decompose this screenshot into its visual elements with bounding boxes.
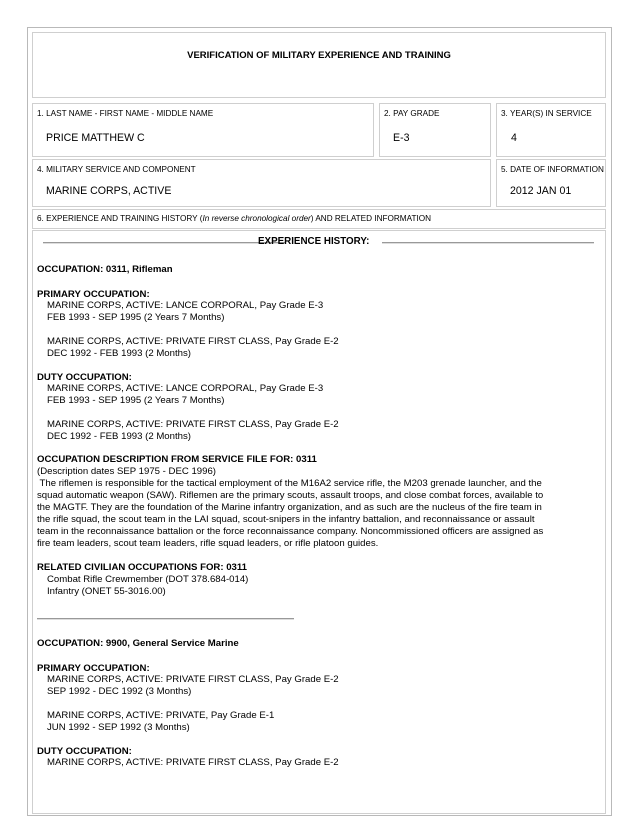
description-line: team in the reconnaissance battalion or the force reconnaissance company. Noncommissioned officers are assigned as <box>37 526 544 537</box>
description-line: the MAGTF. They are the foundation of the Marine infantry organization, and as such are the nucleus of the fire team in <box>37 502 542 513</box>
duty-occupation-heading: DUTY OCCUPATION: <box>37 746 132 757</box>
list-item: Combat Rifle Crewmember (DOT 378.684-014) <box>47 574 249 585</box>
duty-occupation-heading: DUTY OCCUPATION: <box>37 372 132 383</box>
primary-occupation-heading: PRIMARY OCCUPATION: <box>37 663 150 674</box>
description-line: The riflemen is responsible for the tactical employment of the M16A2 service rifle, the M203 grenade launcher, and the <box>37 478 542 489</box>
history-label: 6. EXPERIENCE AND TRAINING HISTORY (In reverse chronological order) AND RELATED INFORMATION <box>37 214 432 223</box>
grade-label: 2. PAY GRADE <box>384 109 440 118</box>
history-label-cell <box>32 209 606 229</box>
years-cell <box>496 103 606 157</box>
description-line: squad automatic weapon (SAW). Riflemen are the primary scouts, assault troops, and close combat forces, available to <box>37 490 544 501</box>
list-item: SEP 1992 - DEC 1992 (3 Months) <box>47 686 192 697</box>
description-line: the rifle squad, the scout team in the LAI squad, scout-snipers in the infantry battalion, and reconnaissance or assault <box>37 514 535 525</box>
occupation-title: OCCUPATION: 0311, Rifleman <box>37 264 173 275</box>
list-item: MARINE CORPS, ACTIVE: PRIVATE FIRST CLASS, Pay Grade E-2 <box>47 336 339 347</box>
grade-value: E-3 <box>393 132 410 144</box>
list-item: MARINE CORPS, ACTIVE: PRIVATE FIRST CLASS, Pay Grade E-2 <box>47 757 339 768</box>
title-cell <box>32 32 606 98</box>
list-item: MARINE CORPS, ACTIVE: PRIVATE, Pay Grade E-1 <box>47 710 275 721</box>
list-item: DEC 1992 - FEB 1993 (2 Months) <box>47 348 191 359</box>
description-heading: OCCUPATION DESCRIPTION FROM SERVICE FILE FOR: 0311 <box>37 454 317 465</box>
list-item: MARINE CORPS, ACTIVE: PRIVATE FIRST CLASS, Pay Grade E-2 <box>47 674 339 685</box>
grade-cell <box>379 103 491 157</box>
list-item: DEC 1992 - FEB 1993 (2 Months) <box>47 431 191 442</box>
occupation-divider <box>37 618 294 620</box>
name-value: PRICE MATTHEW C <box>46 132 145 144</box>
related-heading: RELATED CIVILIAN OCCUPATIONS FOR: 0311 <box>37 562 248 573</box>
list-item: FEB 1993 - SEP 1995 (2 Years 7 Months) <box>47 312 225 323</box>
list-item: MARINE CORPS, ACTIVE: LANCE CORPORAL, Pay Grade E-3 <box>47 300 324 311</box>
date-cell <box>496 159 606 207</box>
occupation-title: OCCUPATION: 9900, General Service Marine <box>37 638 239 649</box>
experience-history-title: EXPERIENCE HISTORY: <box>258 236 370 247</box>
years-label: 3. YEAR(S) IN SERVICE <box>501 109 592 118</box>
service-value: MARINE CORPS, ACTIVE <box>46 185 172 197</box>
date-value: 2012 JAN 01 <box>510 185 572 197</box>
experience-history-header <box>32 236 606 250</box>
date-label: 5. DATE OF INFORMATION <box>501 165 604 174</box>
description-dates: (Description dates SEP 1975 - DEC 1996) <box>37 466 216 477</box>
history-label-italic: In reverse chronological order <box>202 214 311 223</box>
list-item: FEB 1993 - SEP 1995 (2 Years 7 Months) <box>47 395 225 406</box>
list-item: Infantry (ONET 55-3016.00) <box>47 586 166 597</box>
primary-occupation-heading: PRIMARY OCCUPATION: <box>37 289 150 300</box>
list-item: MARINE CORPS, ACTIVE: PRIVATE FIRST CLASS, Pay Grade E-2 <box>47 419 339 430</box>
form-title: VERIFICATION OF MILITARY EXPERIENCE AND TRAINING <box>187 50 451 61</box>
years-value: 4 <box>511 132 517 144</box>
history-content <box>32 230 606 812</box>
list-item: JUN 1992 - SEP 1992 (3 Months) <box>47 722 190 733</box>
service-cell <box>32 159 491 207</box>
list-item: MARINE CORPS, ACTIVE: LANCE CORPORAL, Pay Grade E-3 <box>47 383 324 394</box>
name-label: 1. LAST NAME - FIRST NAME - MIDDLE NAME <box>37 109 214 118</box>
name-cell <box>32 103 374 157</box>
service-label: 4. MILITARY SERVICE AND COMPONENT <box>37 165 196 174</box>
description-line: fire team leaders, scout team leaders, rifle squad leaders, or rifle platoon guides. <box>37 538 379 549</box>
